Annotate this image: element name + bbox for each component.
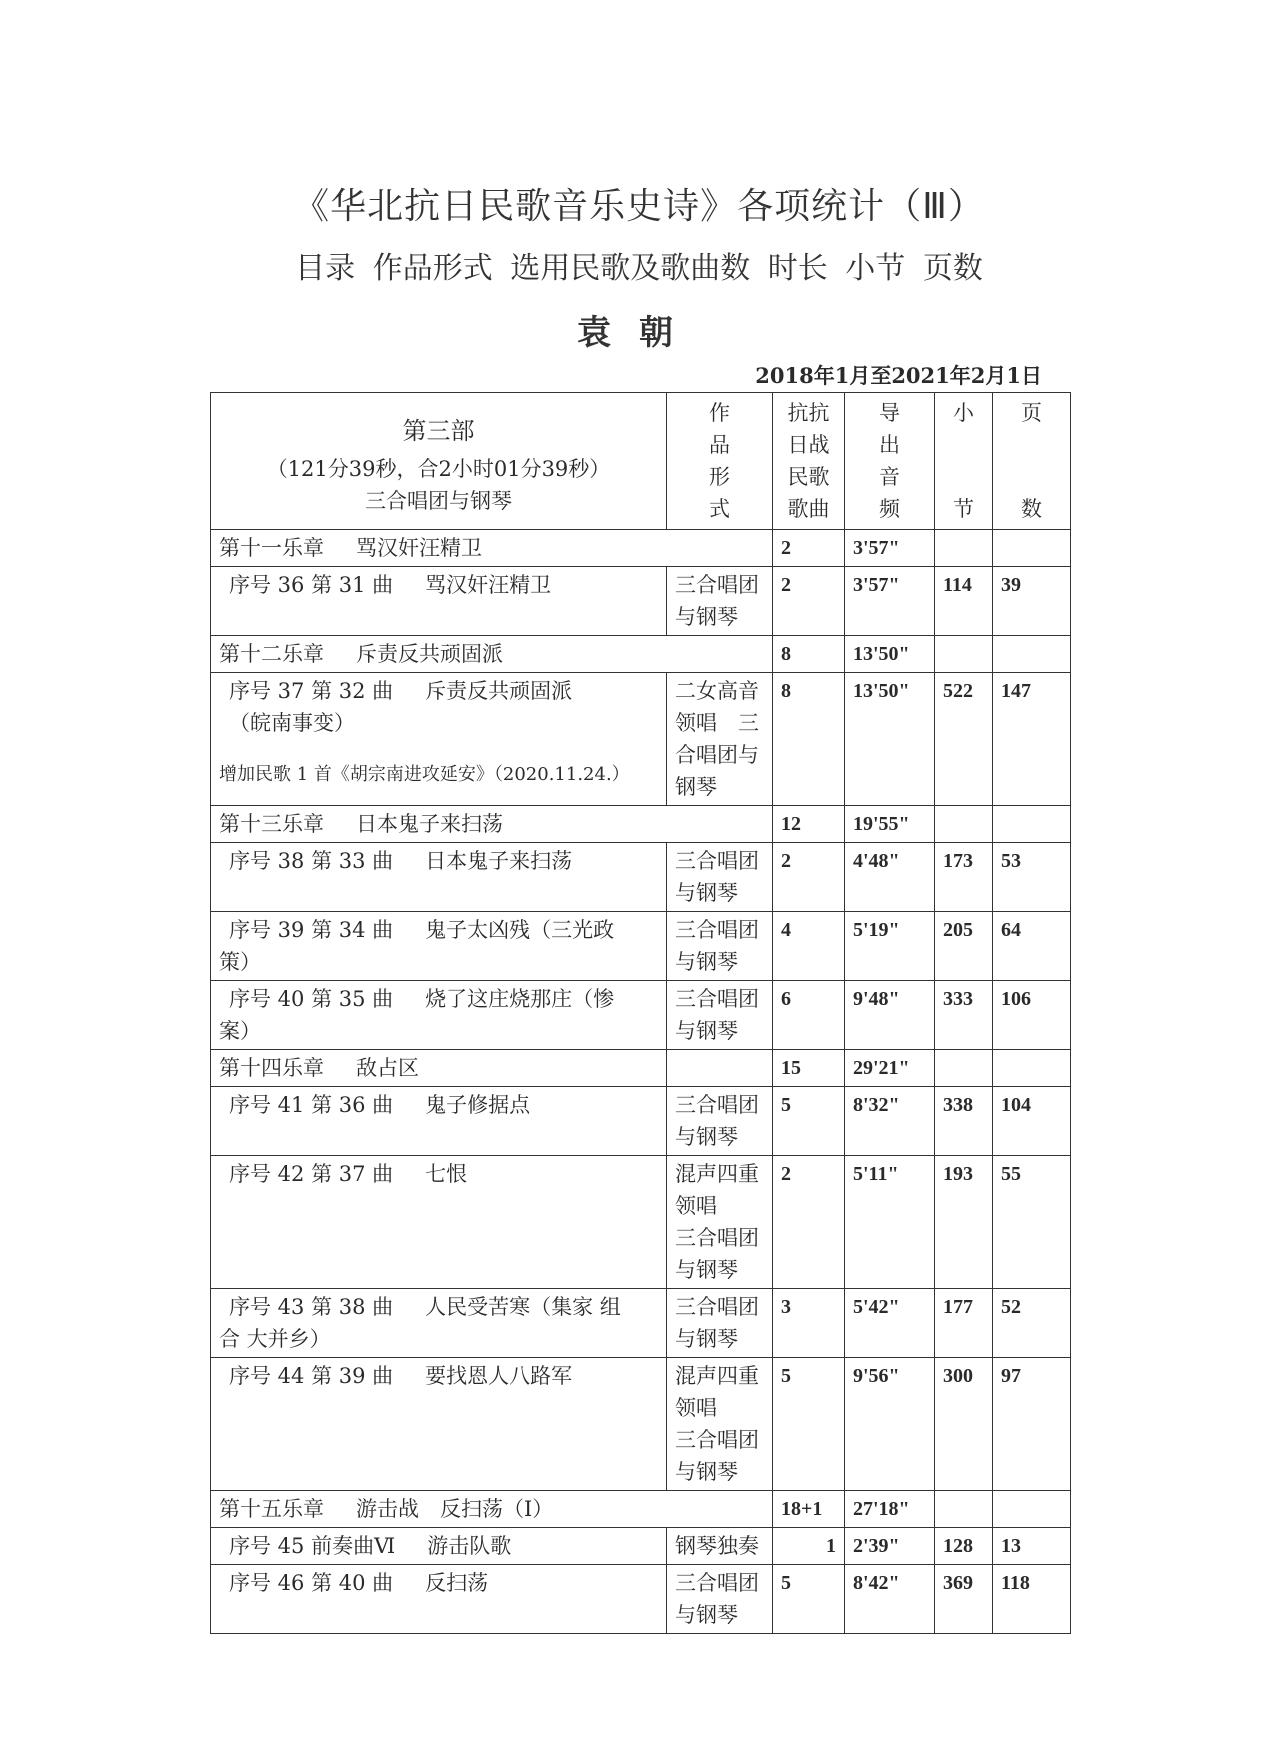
pages-count <box>993 1050 1071 1087</box>
header-bars <box>935 393 993 530</box>
pages-count: 147 <box>993 673 1071 806</box>
part-title: 第三部 <box>402 417 475 445</box>
piece-row <box>211 1358 1071 1491</box>
header-text: 式 <box>709 497 730 521</box>
header-text: 音 <box>879 465 900 489</box>
header-text: 小 <box>953 401 974 425</box>
document-title: 《华北抗日民歌音乐史诗》各项统计（Ⅲ） <box>293 186 985 227</box>
header-text: 导 <box>879 401 900 425</box>
header-text: 歌曲 <box>787 497 830 521</box>
audio-duration: 9'56" <box>845 1358 935 1491</box>
bars-count: 128 <box>935 1528 993 1565</box>
header-text: 页 <box>1021 401 1042 425</box>
form-line: 混声四重 <box>675 1162 759 1186</box>
piece-title <box>219 569 658 601</box>
piece-seq: 序号 46 第 40 曲 <box>229 1571 394 1595</box>
bars-count: 173 <box>935 843 993 912</box>
piece-title-cell <box>211 912 667 981</box>
bars-count <box>935 636 993 673</box>
chapter-title-cell <box>211 530 773 567</box>
bars-count <box>935 806 993 843</box>
pages-count: 55 <box>993 1156 1071 1289</box>
statistics-table <box>210 392 1071 1634</box>
header-form <box>667 393 773 530</box>
document-subtitle: 目录 作品形式 选用民歌及歌曲数 时长 小节 页数 <box>295 251 983 286</box>
pages-count: 118 <box>993 1565 1071 1634</box>
form-line: 与钢琴 <box>675 1019 738 1043</box>
audio-duration: 5'19" <box>845 912 935 981</box>
songs-count: 5 <box>773 1565 845 1634</box>
bars-count <box>935 530 993 567</box>
chapter-label: 第十一乐章 <box>219 536 324 560</box>
piece-seq: 序号 41 第 36 曲 <box>229 1093 394 1117</box>
chapter-name: 斥责反共顽固派 <box>356 642 503 666</box>
piece-seq: 序号 37 第 32 曲 <box>229 679 394 703</box>
chapter-row <box>211 530 1071 567</box>
author-name: 袁朝 <box>577 313 701 353</box>
piece-title-cell <box>211 1289 667 1358</box>
header-text: 日战 <box>787 433 830 457</box>
form-line: 二女高音 <box>675 679 759 703</box>
bars-count: 338 <box>935 1087 993 1156</box>
piece-row <box>211 912 1071 981</box>
songs-count: 2 <box>773 843 845 912</box>
bars-count <box>935 1050 993 1087</box>
chapter-label: 第十五乐章 <box>219 1497 324 1521</box>
form-line: 与钢琴 <box>675 1460 738 1484</box>
audio-duration: 29'21" <box>845 1050 935 1087</box>
table-header-row <box>211 393 1071 530</box>
piece-name: 鬼子修据点 <box>425 1093 531 1117</box>
bars-count: 522 <box>935 673 993 806</box>
piece-name-continued: 合 大并乡） <box>219 1327 331 1351</box>
chapter-row <box>211 1050 1071 1087</box>
pages-count: 52 <box>993 1289 1071 1358</box>
songs-count: 5 <box>773 1358 845 1491</box>
songs-count: 5 <box>773 1087 845 1156</box>
audio-duration: 4'48" <box>845 843 935 912</box>
songs-count: 12 <box>773 806 845 843</box>
bars-count: 177 <box>935 1289 993 1358</box>
form-line: 三合唱团 <box>675 987 759 1011</box>
chapter-label: 第十三乐章 <box>219 812 324 836</box>
audio-duration: 5'42" <box>845 1289 935 1358</box>
piece-form-cell <box>667 1565 773 1634</box>
piece-name: 烧了这庄烧那庄（惨 <box>425 987 615 1011</box>
pages-count: 106 <box>993 981 1071 1050</box>
piece-name: 日本鬼子来扫荡 <box>425 849 573 873</box>
piece-form-cell <box>667 912 773 981</box>
chapter-row <box>211 1491 1071 1528</box>
form-line: 三合唱团 <box>675 1295 759 1319</box>
piece-title-cell <box>211 1565 667 1634</box>
pages-count: 64 <box>993 912 1071 981</box>
songs-count: 4 <box>773 912 845 981</box>
chapter-name: 骂汉奸汪精卫 <box>356 536 482 560</box>
piece-seq: 序号 39 第 34 曲 <box>229 918 394 942</box>
bars-count: 205 <box>935 912 993 981</box>
audio-duration: 9'48" <box>845 981 935 1050</box>
piece-form-cell <box>667 1289 773 1358</box>
piece-title-cell <box>211 1087 667 1156</box>
piece-seq: 序号 38 第 33 曲 <box>229 849 394 873</box>
form-line: 与钢琴 <box>675 605 738 629</box>
piece-seq: 序号 43 第 38 曲 <box>229 1295 394 1319</box>
piece-name-continued: 案） <box>219 1019 261 1043</box>
pages-count: 104 <box>993 1087 1071 1156</box>
part-duration: （121分39秒，合2小时01分39秒） <box>266 457 611 481</box>
header-text: 抗抗 <box>787 401 830 425</box>
piece-title-cell <box>211 673 667 806</box>
pages-count <box>993 530 1071 567</box>
chapter-title-cell <box>211 806 773 843</box>
form-line: 领唱 <box>675 1396 717 1420</box>
songs-count: 3 <box>773 1289 845 1358</box>
piece-form-cell <box>667 1358 773 1491</box>
bars-count: 333 <box>935 981 993 1050</box>
form-line: 与钢琴 <box>675 1603 738 1627</box>
piece-row <box>211 1565 1071 1634</box>
piece-title <box>219 1530 658 1562</box>
piece-title <box>219 1291 658 1323</box>
songs-count: 18+1 <box>773 1491 845 1528</box>
pages-count: 39 <box>993 567 1071 636</box>
form-line: 与钢琴 <box>675 950 738 974</box>
piece-seq: 序号 36 第 31 曲 <box>229 573 394 597</box>
piece-row <box>211 843 1071 912</box>
chapter-title-cell <box>211 1491 773 1528</box>
form-line: 合唱团与 <box>675 743 759 767</box>
audio-duration: 13'50" <box>845 673 935 806</box>
audio-duration: 2'39" <box>845 1528 935 1565</box>
piece-title <box>219 983 658 1015</box>
part-header-cell <box>211 393 667 530</box>
bars-count: 114 <box>935 567 993 636</box>
songs-count: 1 <box>773 1528 845 1565</box>
chapter-name: 游击战 反扫荡（Ⅰ） <box>356 1497 554 1521</box>
form-line: 三合唱团 <box>675 1226 759 1250</box>
piece-name: 反扫荡 <box>425 1571 489 1595</box>
pages-count: 13 <box>993 1528 1071 1565</box>
header-text: 品 <box>709 433 730 457</box>
header-text: 作 <box>709 401 730 425</box>
songs-count: 8 <box>773 673 845 806</box>
chapter-title-cell <box>211 636 773 673</box>
piece-name: 斥责反共顽固派 <box>425 679 573 703</box>
pages-count <box>993 806 1071 843</box>
chapter-name: 日本鬼子来扫荡 <box>356 812 503 836</box>
pages-count <box>993 636 1071 673</box>
audio-duration: 13'50" <box>845 636 935 673</box>
piece-form-cell <box>667 1156 773 1289</box>
chapter-form-cell <box>667 1050 773 1087</box>
piece-row <box>211 1289 1071 1358</box>
piece-title <box>219 914 658 946</box>
header-text: 频 <box>879 497 900 521</box>
piece-name: 鬼子太凶残（三光政 <box>425 918 615 942</box>
bars-count: 300 <box>935 1358 993 1491</box>
songs-count: 6 <box>773 981 845 1050</box>
audio-duration: 5'11" <box>845 1156 935 1289</box>
form-line: 与钢琴 <box>675 1125 738 1149</box>
form-line: 三合唱团 <box>675 1428 759 1452</box>
form-line: 三合唱团 <box>675 849 759 873</box>
piece-title <box>219 1360 658 1392</box>
pages-count: 53 <box>993 843 1071 912</box>
form-line: 三合唱团 <box>675 1093 759 1117</box>
audio-duration: 8'42" <box>845 1565 935 1634</box>
piece-name-continued: （皖南事变） <box>229 711 355 735</box>
pages-count <box>993 1491 1071 1528</box>
bars-count <box>935 1491 993 1528</box>
piece-title-cell <box>211 1156 667 1289</box>
piece-row <box>211 673 1071 806</box>
header-songs <box>773 393 845 530</box>
form-line: 领唱 <box>675 1194 717 1218</box>
songs-count: 2 <box>773 530 845 567</box>
audio-duration: 3'57" <box>845 530 935 567</box>
piece-form-cell <box>667 673 773 806</box>
header-text: 民歌 <box>787 465 830 489</box>
form-line: 与钢琴 <box>675 881 738 905</box>
piece-seq: 序号 44 第 39 曲 <box>229 1364 394 1388</box>
form-line: 三合唱团 <box>675 1571 759 1595</box>
piece-form-cell <box>667 567 773 636</box>
chapter-title-cell <box>211 1050 667 1087</box>
piece-title-cell <box>211 981 667 1050</box>
form-line: 钢琴 <box>675 775 717 799</box>
piece-seq: 序号 45 前奏曲Ⅵ <box>229 1534 396 1558</box>
chapter-row <box>211 636 1071 673</box>
piece-name: 骂汉奸汪精卫 <box>425 573 552 597</box>
form-line: 钢琴独奏 <box>675 1534 759 1558</box>
piece-title-cell <box>211 843 667 912</box>
header-audio <box>845 393 935 530</box>
piece-title <box>219 1567 658 1599</box>
piece-title-cell <box>211 567 667 636</box>
chapter-label: 第十二乐章 <box>219 642 324 666</box>
songs-count: 15 <box>773 1050 845 1087</box>
chapter-name: 敌占区 <box>356 1056 419 1080</box>
header-text: 数 <box>1021 497 1042 521</box>
songs-count: 2 <box>773 567 845 636</box>
audio-duration: 27'18" <box>845 1491 935 1528</box>
piece-name: 人民受苦寒（集家 组 <box>425 1295 621 1319</box>
chapter-label: 第十四乐章 <box>219 1056 324 1080</box>
audio-duration: 3'57" <box>845 567 935 636</box>
piece-title-cell <box>211 1528 667 1565</box>
header-text: 形 <box>709 465 730 489</box>
piece-name: 七恨 <box>425 1162 468 1186</box>
piece-title <box>219 1158 658 1190</box>
piece-form-cell <box>667 981 773 1050</box>
header-pages <box>993 393 1071 530</box>
piece-row <box>211 1528 1071 1565</box>
piece-name-continued: 策） <box>219 950 261 974</box>
date-range: 2018年1月至2021年2月1日 <box>755 363 1042 388</box>
piece-seq: 序号 42 第 37 曲 <box>229 1162 394 1186</box>
piece-title <box>219 675 658 707</box>
header-text: 节 <box>953 497 974 521</box>
piece-form-cell <box>667 1087 773 1156</box>
audio-duration: 19'55" <box>845 806 935 843</box>
piece-title-cell <box>211 1358 667 1491</box>
piece-form-cell <box>667 843 773 912</box>
form-line: 混声四重 <box>675 1364 759 1388</box>
form-line: 领唱 三 <box>675 711 759 735</box>
piece-seq: 序号 40 第 35 曲 <box>229 987 394 1011</box>
bars-count: 369 <box>935 1565 993 1634</box>
header-text: 出 <box>879 433 900 457</box>
form-line: 三合唱团 <box>675 573 759 597</box>
songs-count: 2 <box>773 1156 845 1289</box>
piece-row <box>211 567 1071 636</box>
form-line: 与钢琴 <box>675 1258 738 1282</box>
form-line: 与钢琴 <box>675 1327 738 1351</box>
piece-title <box>219 845 658 877</box>
pages-count: 97 <box>993 1358 1071 1491</box>
audio-duration: 8'32" <box>845 1087 935 1156</box>
piece-name: 要找恩人八路军 <box>425 1364 573 1388</box>
chapter-row <box>211 806 1071 843</box>
piece-row <box>211 1156 1071 1289</box>
piece-note: 增加民歌 1 首《胡宗南进攻延安》（2020.11.24.） <box>219 764 630 785</box>
songs-count: 8 <box>773 636 845 673</box>
part-form: 三合唱团与钢琴 <box>365 489 512 513</box>
piece-row <box>211 981 1071 1050</box>
bars-count: 193 <box>935 1156 993 1289</box>
piece-name: 游击队歌 <box>427 1534 512 1558</box>
form-line: 三合唱团 <box>675 918 759 942</box>
piece-title <box>219 1089 658 1121</box>
piece-row <box>211 1087 1071 1156</box>
piece-form-cell <box>667 1528 773 1565</box>
